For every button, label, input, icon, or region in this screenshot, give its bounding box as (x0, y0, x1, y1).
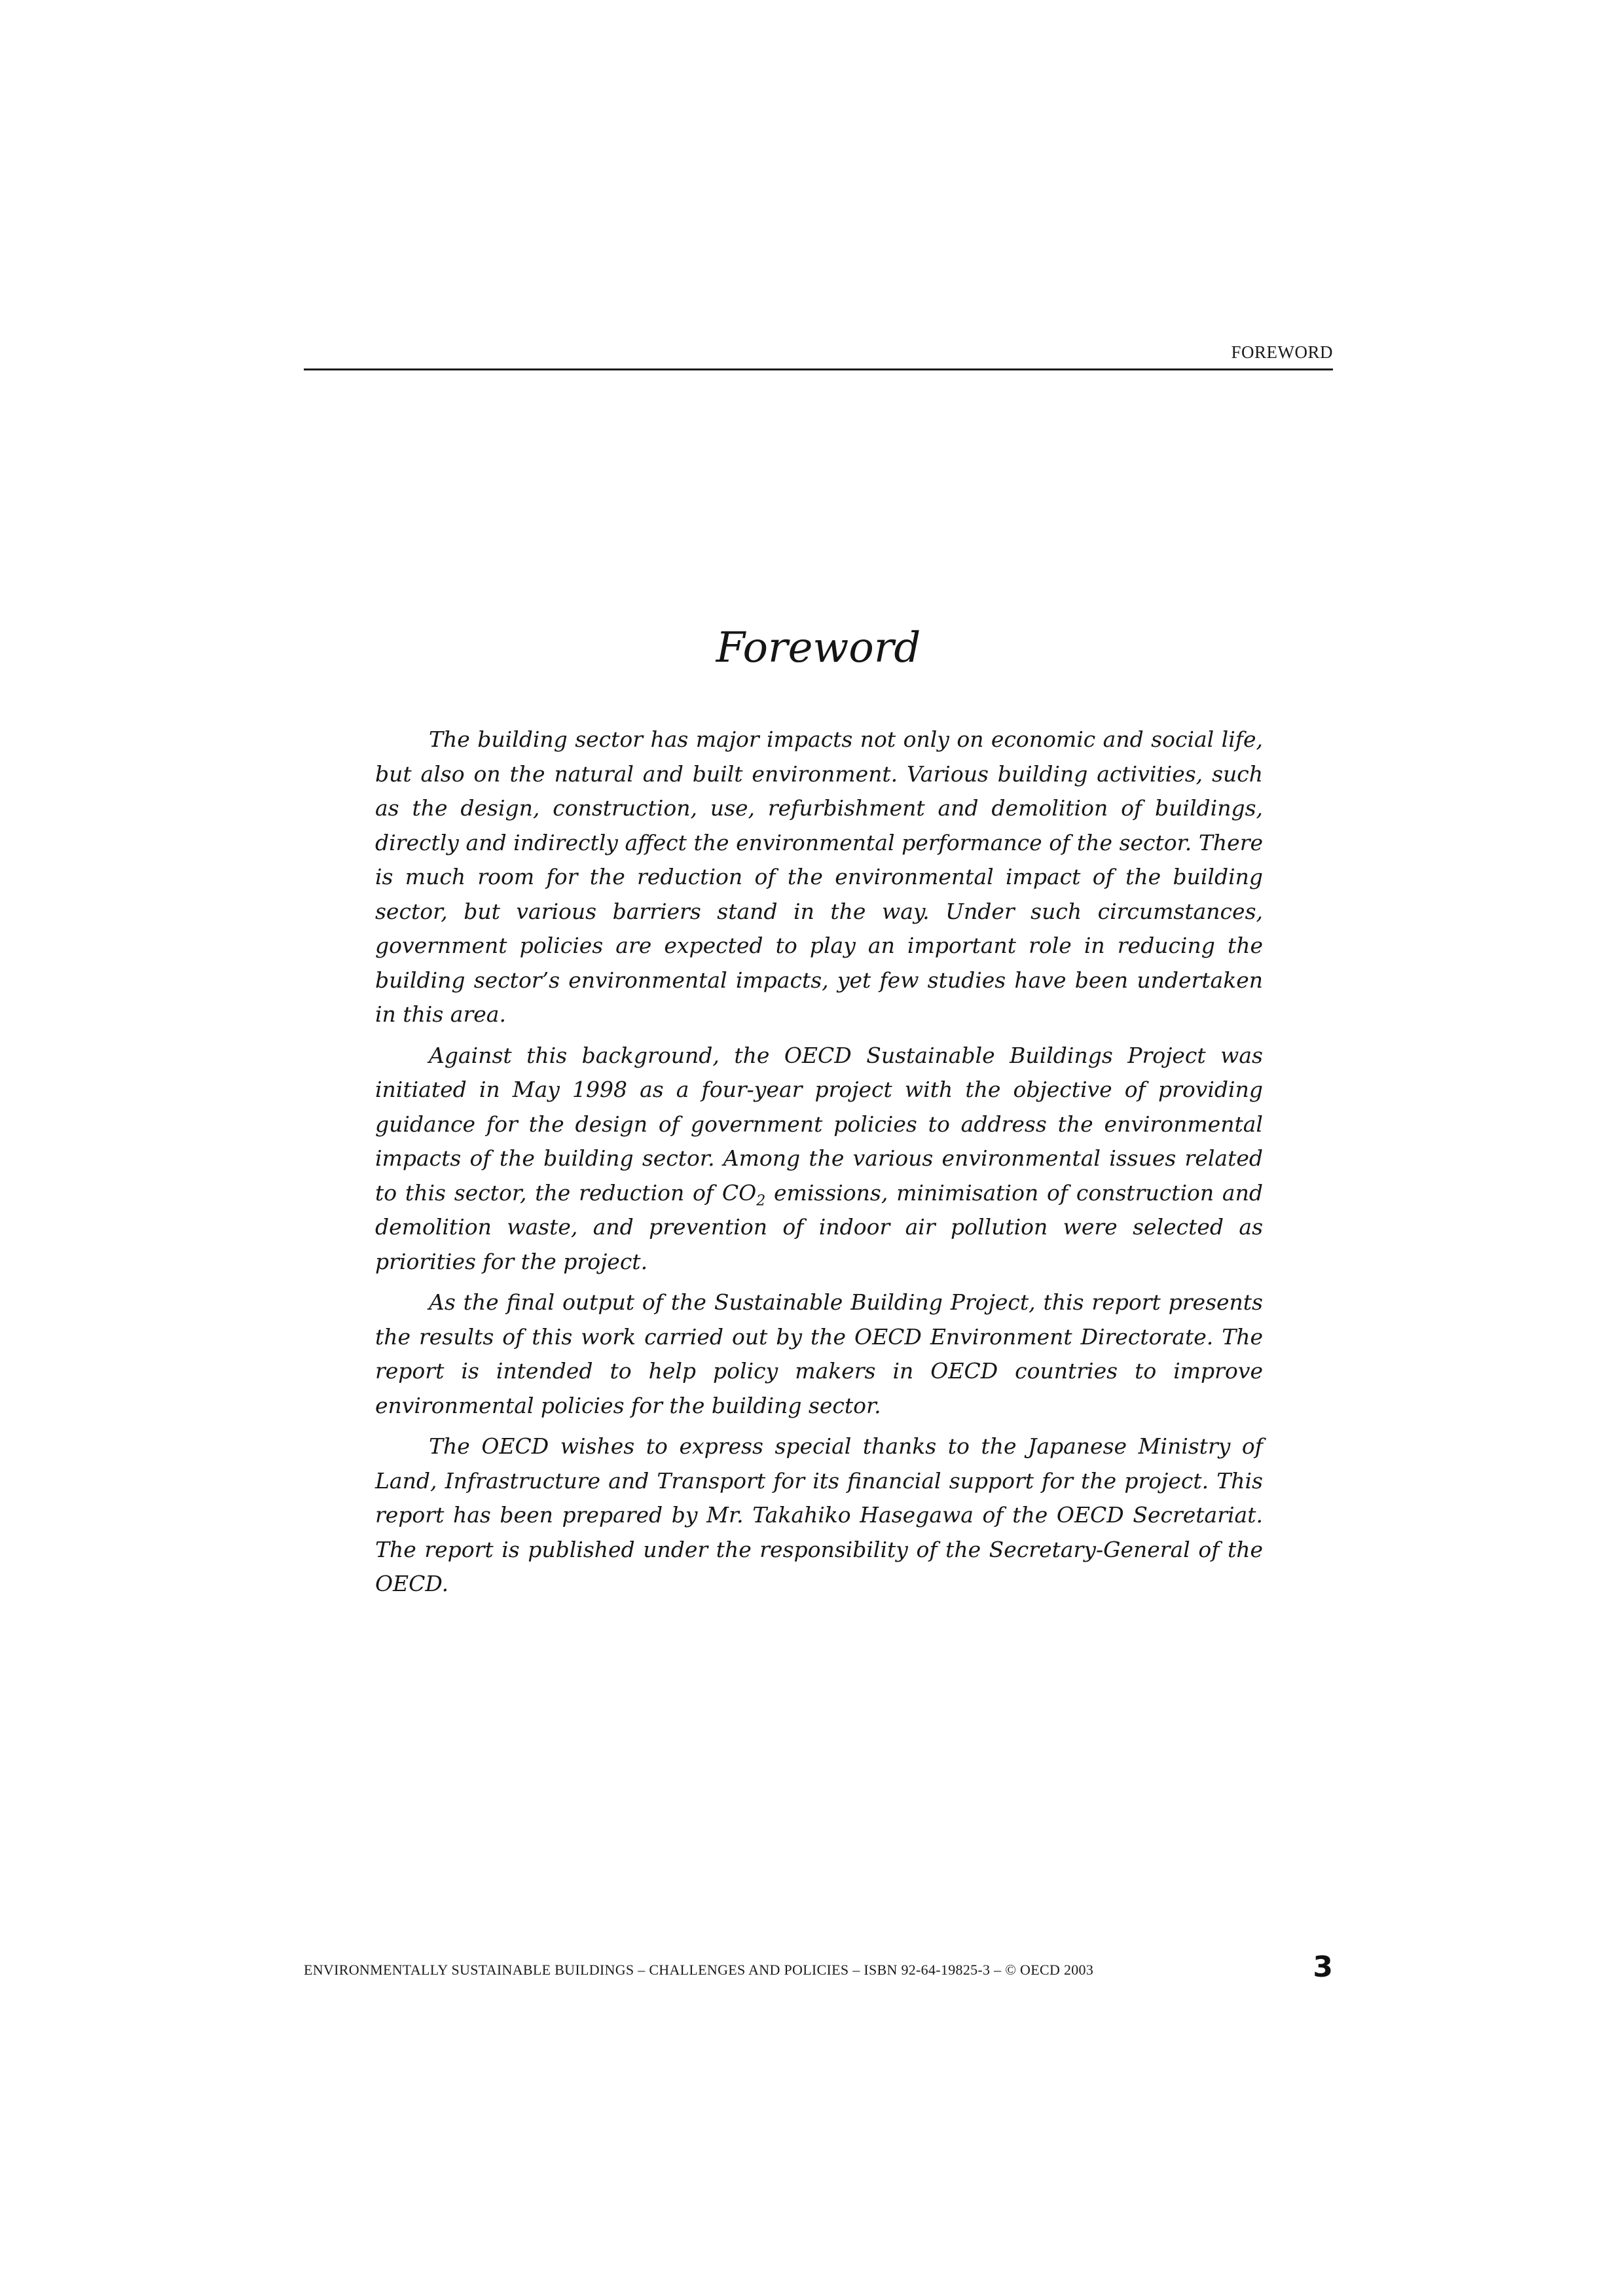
page-number: 3 (1313, 1950, 1333, 1984)
publication-line: ENVIRONMENTALLY SUSTAINABLE BUILDINGS – CHALLENGES AND POLICIES – ISBN 92-64-19825-3 – © OECD 2003 (304, 1962, 1094, 1978)
running-header (304, 342, 1333, 370)
paragraph-1: The building sector has major impacts not only on economic and social life, but also on the natural and built environment. Various building activities, such as the design, construction, use, refurbishment and demolition of buildings, directly and indirectly affect the environmental performance of the sector. There is much room for the reduction of the environmental impact of the building sector, but various barriers stand in the way. Under such circumstances, government policies are expected to play an important role in reducing the building sector’s environmental impacts, yet few studies have been undertaken in this area. (375, 726, 1263, 1027)
page-title: Foreword (716, 624, 921, 672)
running-header-title: FOREWORD (1231, 342, 1333, 362)
paragraph-2 (375, 1039, 1263, 1280)
co2-subscript: 2 (756, 1193, 766, 1210)
page-footer (304, 1950, 1333, 1986)
paragraph-3: As the final output of the Sustainable Building Project, this report presents the results of this work carried out by the OECD Environment Directorate. The report is intended to help policy makers in OECD countries to improve environmental policies for the building sector. (375, 1289, 1263, 1418)
foreword-body (375, 723, 1263, 1608)
paragraph-2-text-a: Against this background, the OECD Sustainable Buildings Project was initiated in May 1998 as a four-year project with the objective of providing guidance for the design of government policies to address the environmental impacts of the building sector. Among the various environmental issues related to this sector, the reduction of CO (375, 1042, 1263, 1206)
paragraph-4: The OECD wishes to express special thanks to the Japanese Ministry of Land, Infrastructure and Transport for its financial support for the project. This report has been prepared by Mr. Takahiko Hasegawa of the OECD Secretariat. The report is published under the responsibility of the Secretary-General of the OECD. (375, 1433, 1263, 1596)
paragraph-2-text-b: emissions, minimisation of construction and demolition waste, and prevention of indoor air pollution were selected as priorities for the project. (375, 1179, 1263, 1274)
